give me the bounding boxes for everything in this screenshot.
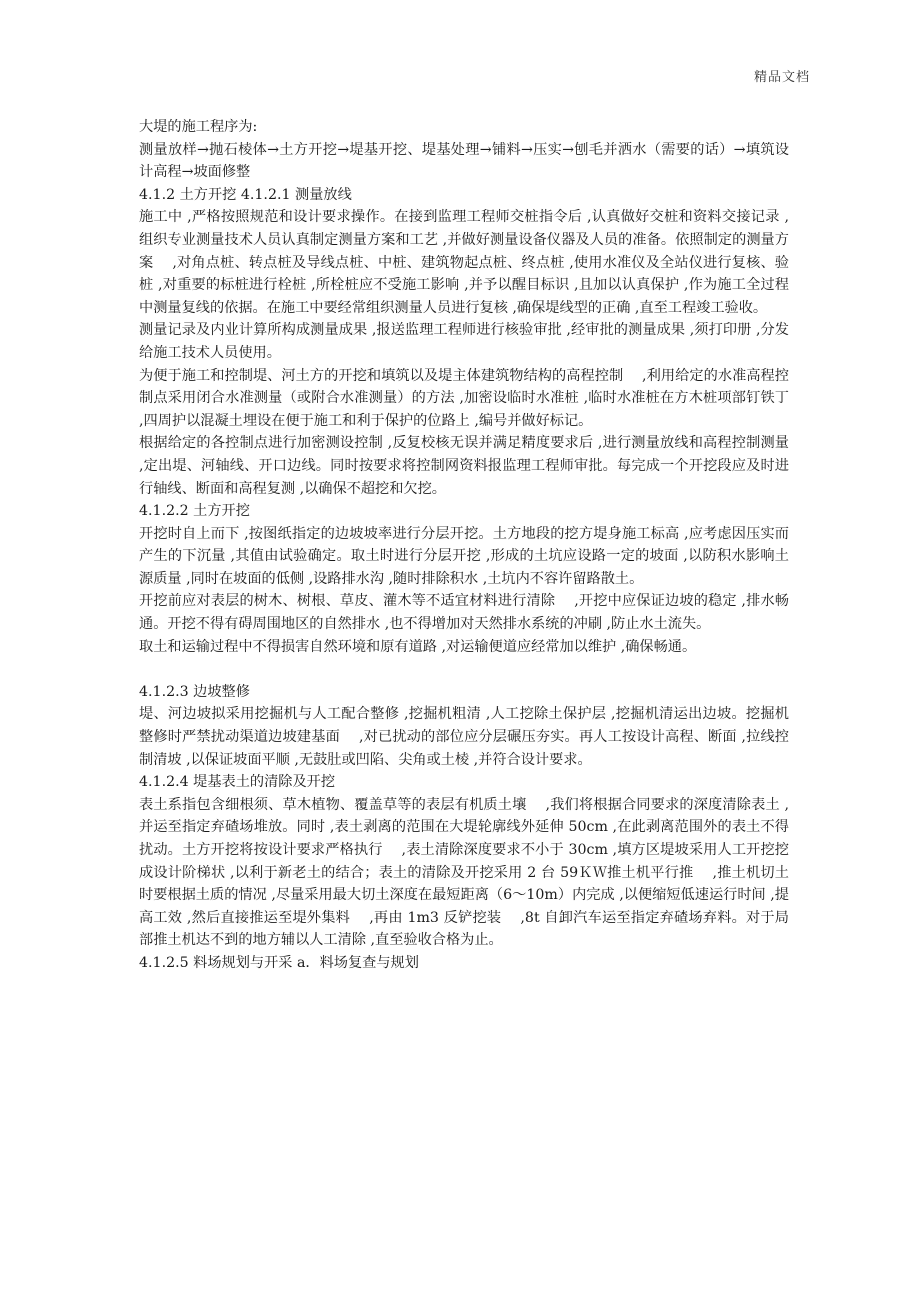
section-heading-4-1-2-3: 4.1.2.3 边坡整修: [139, 683, 250, 700]
paragraph-topsoil-removal: 表土系指包含细根须、草木植物、覆盖草等的表层有机质土壤 ,我们将根据合同要求的深度清除表土 ,并运至指定弃碴场堆放。同时 ,表土剥离的范围在大堤轮廓线外延伸 50cm ,在此剥离范围外的表土不得扰动。土方开挖将按设计要求严格执行 ,表土清除深度要求不小于 30cm ,填方区堤坡采用人工开挖挖成设计阶梯状 ,以利于新老土的结合；表土的清除及开挖采用 2 台 59ＫＷ推土机平行推 ,推土机切土时要根据土质的情况 ,尽量采用最大切土深度在最短距离（6～10m）内完成 ,以便缩短低速运行时间 ,提高工效 ,然后直接推运至堤外集料 ,再由 1m3 反铲挖装 ,8t 自卸汽车运至指定弃碴场弃料。对于局部推土机达不到的地方辅以人工清除 ,直至验收合格为止。: [139, 796, 789, 949]
section-heading-4-1-2-4: 4.1.2.4 堤基表土的清除及开挖: [139, 774, 336, 791]
paragraph-survey: 施工中 ,严格按照规范和设计要求操作。在接到监理工程师交桩指令后 ,认真做好交桩和资料交接记录 ,组织专业测量技术人员认真制定测量方案和工艺 ,并做好测量设备仪器及人员的准备。依照制定的测量方案 ,对角点桩、转点桩及导线点桩、中桩、建筑物起点桩、终点桩 ,使用水准仪及全站仪进行复核、验桩 ,对重要的标桩进行栓桩 ,所栓桩应不受施工影响 ,并予以醒目标识 ,且加以认真保护 ,作为施工全过程中测量复线的依据。在施工中要经常组织测量人员进行复核 ,确保堤线型的正确 ,直至工程竣工验收。: [139, 209, 789, 316]
blank-line: [139, 658, 789, 681]
paragraph-clearing: 开挖前应对表层的树木、树根、草皮、灌木等不适宜材料进行清除 ,开挖中应保证边坡的稳定 ,排水畅通。开挖不得有碍周围地区的自然排水 ,也不得增加对天然排水系统的冲刷 ,防止水土流失。: [139, 593, 789, 633]
section-heading-4-1-2-5: 4.1.2.5 料场规划与开采 a．料场复查与规划: [139, 954, 419, 971]
header-watermark: 精品文档: [753, 70, 810, 85]
paragraph-control-points: 根据给定的各控制点进行加密测设控制 ,反复校核无误并满足精度要求后 ,进行测量放线和高程控制测量 ,定出堤、河轴线、开口边线。同时按要求将控制网资料报监理工程师审批。每完成一个开挖段应及时进行轴线、断面和高程复测 ,以确保不超挖和欠挖。: [139, 435, 789, 497]
paragraph-intro: 大堤的施工程序为:: [139, 119, 258, 135]
section-heading-4-1-2: 4.1.2 土方开挖 4.1.2.1 测量放线: [139, 186, 352, 203]
paragraph-survey-records: 测量记录及内业计算所构成测量成果 ,报送监理工程师进行核验审批 ,经审批的测量成果 ,须打印册 ,分发给施工技术人员使用。: [139, 322, 789, 361]
paragraph-elevation-control: 为便于施工和控制堤、河土方的开挖和填筑以及堤主体建筑物结构的高程控制 ,利用给定的水准高程控制点采用闭合水准测量（或附合水准测量）的方法 ,加密设临时水准桩 ,临时水准桩在方木桩项部钉铁丁 ,四周护以混凝土埋设在便于施工和利于保护的位路上 ,编号并做好标记。: [139, 367, 789, 429]
paragraph-slope-trimming: 堤、河边坡拟采用挖掘机与人工配合整修 ,挖掘机粗清 ,人工挖除土保护层 ,挖掘机清运出边坡。挖掘机整修时严禁扰动渠道边坡建基面 ,对已扰动的部位应分层碾压夯实。再人工按设计高程、断面 ,拉线控制清坡 ,以保证坡面平顺 ,无鼓肚或凹陷、尖角或土棱 ,并符合设计要求。: [139, 706, 789, 768]
paragraph-transport: 取土和运输过程中不得损害自然环境和原有道路 ,对运输便道应经常加以维护 ,确保畅通。: [139, 638, 697, 655]
document-body: [139, 116, 789, 975]
paragraph-sequence: 测量放样→抛石棱体→土方开挖→堤基开挖、堤基处理→铺料→压实→刨毛并洒水（需要的话）→填筑设计高程→坡面修整: [139, 141, 789, 181]
paragraph-excavation: 开挖时自上而下 ,按图纸指定的边坡坡率进行分层开挖。土方地段的挖方堤身施工标高 ,应考虑因压实而产生的下沉量 ,其值由试验确定。取土时进行分层开挖 ,形成的土坑应设路一定的坡面 ,以防积水影响土源质量 ,同时在坡面的低侧 ,设路排水沟 ,随时排除积水 ,土坑内不容许留路散土。: [139, 525, 789, 587]
section-heading-4-1-2-2: 4.1.2.2 土方开挖: [139, 503, 250, 520]
